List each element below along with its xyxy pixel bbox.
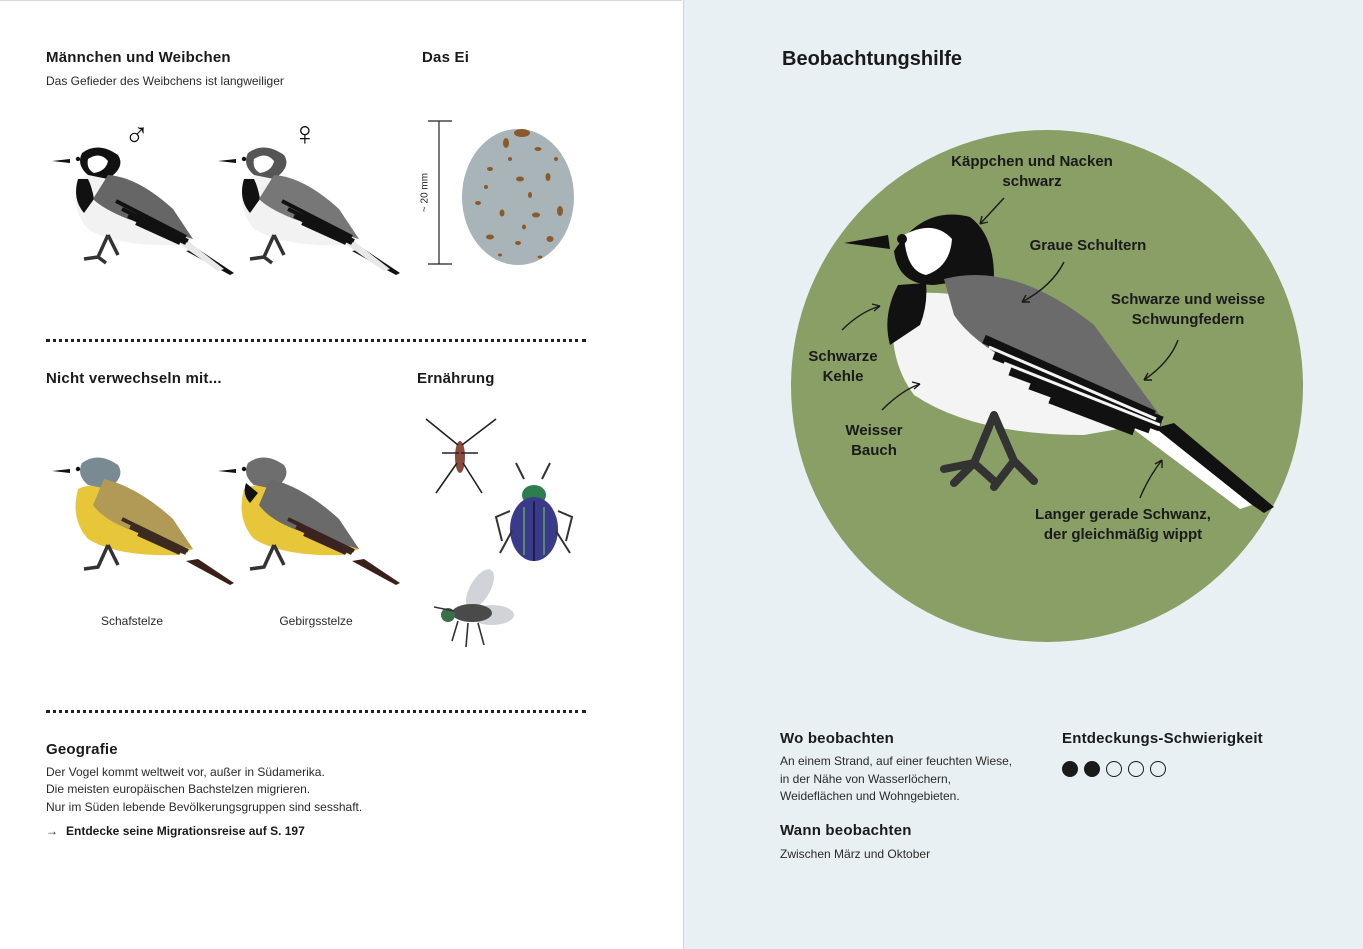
where-line-3: Weideflächen und Wohngebieten. — [780, 789, 960, 803]
fly-icon — [422, 567, 518, 653]
difficulty-rating — [1062, 761, 1172, 777]
grey-wagtail-illustration — [214, 449, 404, 589]
label-tail — [1018, 505, 1228, 545]
label-cap-line-1: Käppchen und Nacken — [951, 153, 1113, 170]
male-symbol: ♂ — [124, 115, 150, 153]
label-wings-line-1: Schwarze und weisse — [1110, 291, 1266, 308]
beetle-icon — [494, 461, 576, 569]
label-throat — [796, 347, 890, 387]
divider-1 — [46, 339, 586, 342]
geo-line-3: Nur im Süden lebende Bevölkerungsgruppen sind sesshaft. — [46, 800, 363, 814]
where-title: Wo beobachten — [780, 730, 894, 747]
grey-wagtail-caption: Gebirgsstelze — [279, 614, 353, 628]
label-tail-line-1: Langer gerade Schwanz, — [1035, 506, 1211, 523]
yellow-wagtail-illustration — [48, 449, 238, 589]
confuse-section-title: Nicht verwechseln mit... — [46, 370, 222, 387]
geo-line-1: Der Vogel kommt weltweit vor, außer in Südamerika. — [46, 765, 325, 779]
male-wagtail-illustration — [48, 139, 238, 279]
label-throat-line-1: Schwarze — [808, 348, 878, 365]
arrow-right-icon: → — [46, 824, 58, 838]
observation-guide-title: Beobachtungshilfe — [782, 48, 963, 70]
female-wagtail-illustration — [214, 139, 404, 279]
difficulty-dot-empty — [1128, 761, 1144, 777]
yellow-wagtail-caption: Schafstelze — [100, 614, 164, 628]
label-tail-line-2: der gleichmäßig wippt — [1043, 526, 1203, 543]
water-strider-icon — [422, 413, 502, 499]
egg-size-label: ~ 20 mm — [419, 172, 431, 213]
when-text: Zwischen März und Oktober — [780, 847, 931, 861]
where-line-2: in der Nähe von Wasserlöchern, — [780, 772, 951, 786]
difficulty-title: Entdeckungs-Schwierigkeit — [1062, 730, 1263, 747]
geo-section-title: Geografie — [46, 741, 118, 758]
female-symbol: ♀ — [292, 115, 318, 153]
label-belly-line-2: Bauch — [851, 442, 897, 459]
migration-link[interactable] — [46, 824, 305, 838]
geo-line-2: Die meisten europäischen Bachstelzen migrieren. — [46, 782, 311, 796]
where-line-1: An einem Strand, auf einer feuchten Wiese, — [780, 754, 1013, 768]
difficulty-dot-filled — [1084, 761, 1100, 777]
divider-2 — [46, 710, 586, 713]
label-cap — [924, 152, 1140, 192]
difficulty-dot-empty — [1106, 761, 1122, 777]
difficulty-dot-filled — [1062, 761, 1078, 777]
sex-section-subtitle: Das Gefieder des Weibchens ist langweiliger — [46, 74, 284, 88]
food-section-title: Ernährung — [417, 370, 495, 387]
sex-section-title: Männchen und Weibchen — [46, 49, 231, 66]
label-belly-line-1: Weisser — [845, 422, 903, 439]
egg-illustration — [460, 119, 580, 267]
migration-link-label: Entdecke seine Migrationsreise auf S. 197 — [66, 824, 305, 838]
label-wings — [1096, 290, 1280, 330]
label-wings-line-2: Schwungfedern — [1131, 311, 1245, 328]
when-title: Wann beobachten — [780, 822, 912, 839]
difficulty-dot-empty — [1150, 761, 1166, 777]
label-belly — [832, 421, 916, 461]
label-cap-line-2: schwarz — [1002, 173, 1062, 190]
label-throat-line-2: Kehle — [822, 368, 864, 385]
egg-section-title: Das Ei — [422, 49, 470, 66]
label-shoulders: Graue Schultern — [1029, 237, 1147, 254]
right-page — [683, 0, 1363, 949]
